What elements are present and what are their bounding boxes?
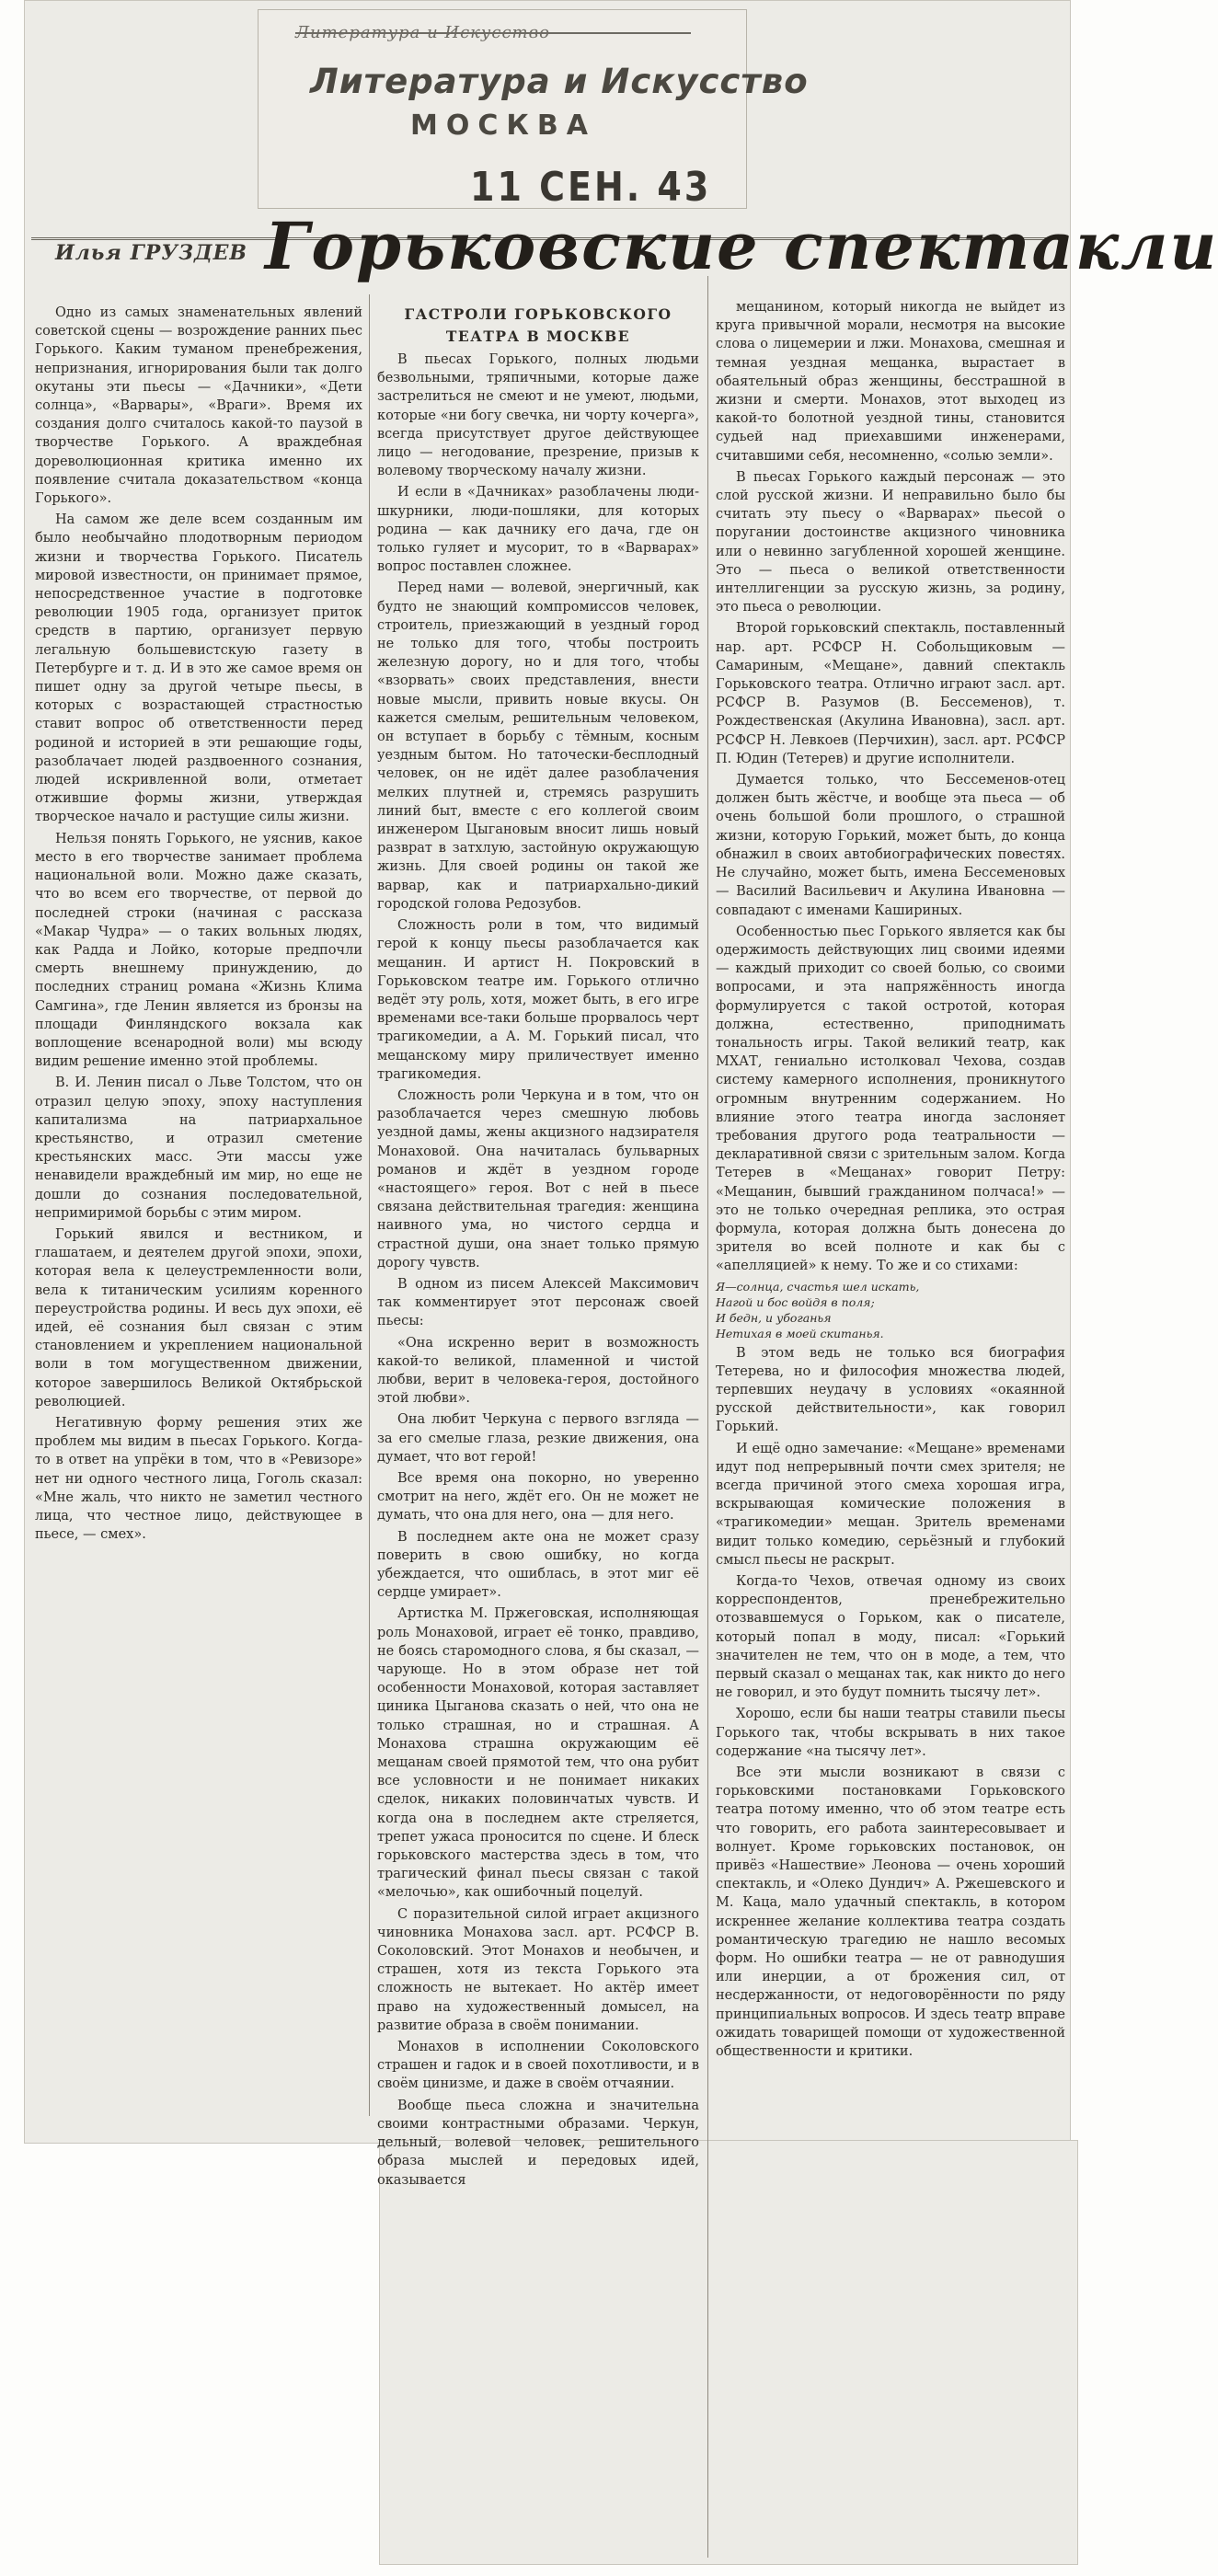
newspaper-stamp [258,9,809,211]
paragraph: Все время она покорно, но уверенно смотрит на него, ждёт его. Он не может не думать, что она для него, она — для него. [377,1470,699,1524]
paragraph: Негативную форму решения этих же проблем мы видим в пьесах Горького. Когда-то в ответ на упрёки в том, что в «Ревизоре» нет ни одного честного лица, Гоголь сказал: «Мне жаль, что никто не заметил честного лица, что честное лицо, действующее в пьесе, — смех». [35,1415,362,1543]
paragraph: В последнем акте она не может сразу поверить в свою ошибку, но когда убеждается, что ошиблась, в этот миг её сердце умирает». [377,1529,699,1601]
paragraph: Горький явился и вестником, и глашатаем, и деятелем другой эпохи, эпохи, которая вела к целеустремленности воли, вела к титаническим усилиям коренного переустройства родины. И весь дух эпохи, её идей, её сознания был связан с этим становлением и укреплением национальной воли в том могущественном движении, которое завершилось Великой Октябрьской революцией. [35,1226,362,1409]
struck-title: Литература и Искусство [295,23,691,43]
paragraph: мещанином, который никогда не выйдет из круга привычной морали, несмотря на высокие слова о лицемерии и лжи. Монахова, смешная и темная уездная мещанка, вырастает в обаятельный образ женщины, бесстрашной в жизни и смерти. Монахов, этот выходец из какой-то болотной уездной тины, становится судьей над приехавшими инженерами, считавшими себя, несомненно, «солью земли». [716,300,1065,464]
poem-line: И бедн, и убоганья [716,1310,832,1325]
column-middle [377,304,699,2192]
paragraph: Перед нами — волевой, энергичный, как будто не знающий компромиссов человек, строитель, приезжающий в уездный город не только для того, чтобы построить железную дорогу, но и для того, чтобы «взорвать» своих представления, внести новые мысли, привить новые вкусы. Он кажется смелым, решительным человеком, он вступает в борьбу с тёмным, косным уездным бытом. Но таточески-бесплодный человек, он не идёт далее разоблачения мелких плутней и, стремясь разрушить линий быт, вместе с его коллегой своим инженером Цыгановым вносит лишь новый разврат в затхлую, застойную окружающую жизнь. Для своей родины он такой же варвар, как и патриархально-дикий городской голова Редозубов. [377,581,699,912]
paragraph: «Она искренно верит в возможность какой-то великой, пламенной и чистой любви, верит в человека-героя, достойного этой любви». [377,1335,699,1407]
column-left [35,304,362,1547]
clipping-tail [379,2140,1078,2565]
paragraph: Хорошо, если бы наши театры ставили пьесы Горького так, чтобы вскрывать в них такое содержание «на тысячу лет». [716,1707,1065,1759]
masthead: Литература и Искусство [310,62,809,101]
paragraph: Сложность роли в том, что видимый герой к концу пьесы разоблачается как мещанин. И артист Н. Покровский в Горьковском театре им. Горького отлично ведёт эту роль, хотя, может быть, в его игре временами все-таки больше прорвалось черт трагикомедии, а А. М. Горький писал, что мещанскому миру приличествует именно трагикомедия. [377,918,699,1082]
byline: Илья ГРУЗДЕВ [55,241,247,265]
poem-line: Нагой и бос войдя в поля; [716,1294,875,1309]
paragraph: Когда-то Чехов, отвечая одному из своих корреспондентов, пренебрежительно отозвавшемуся о Горьком, как о писателе, который попал в моду, писал: «Горький значителен не тем, что он в моде, а тем, что первый сказал о мещанах так, как никто до него не говорил, и это будут помнить тысячу лет». [716,1574,1065,1701]
issue-date: 11 СЕН. 43 [470,163,712,211]
paragraph: И если в «Дачниках» разоблачены люди-шкурники, люди-пошляки, для которых родина — как дачнику его дача, где он только гуляет и мусорит, то в «Варварах» вопрос поставлен сложнее. [377,485,699,575]
masthead-city: МОСКВА [410,109,596,142]
paragraph: Вообще пьеса сложна и значительна своими контрастными образами. Черкун, дельный, волевой человек, решительного образа мыслей и передовых идей, оказывается [377,2098,699,2188]
paragraph: На самом же деле всем созданным им было необычайно плодотворным периодом жизни и творчества Горького. Писатель мировой известности, он принимает прямое, непосредственное участие в подготовке революции 1905 года, организует приток средств в партию, организует первую легальную большевистскую газету в Петербурге и т. д. И в это же самое время он пишет одну за другой четыре пьесы, в которых с возрастающей страстностью ставит вопрос об ответственности перед родиной и историей в эти решающие годы, разоблачает людей раздвоенного сознания, людей искривленной воли, отметает отжившие формы жизни, утверждая творческое начало и растущие силы жизни. [35,512,362,825]
paragraph: В. И. Ленин писал о Льве Толстом, что он отразил целую эпоху, эпоху наступления капитализма на патриархальное крестьянство, и отразил сметение крестьянских масс. Эти массы уже ненавидели враждебный им мир, но еще не дошли до сознания последовательной, непримиримой борьбы с этим миром. [35,1075,362,1221]
paragraph: Сложность роли Черкуна и в том, что он разоблачается через смешную любовь уездной дамы, жены акцизного надзирателя Монаховой. Она начиталась бульварных романов и ждёт в уездном городе «настоящего» героя. Вот с ней в пьесе связана действительная трагедия: женщина наивного ума, но чистого сердца и страстной души, она знает только прямую дорогу чувств. [377,1087,699,1271]
column-right [716,298,1065,2064]
paragraph: Особенностью пьес Горького является как бы одержимость действующих лиц своими идеями — каждый приходит со своей болью, со своими вопросами, и эта напряжённость иногда формулируется с такой остротой, которая должна, естественно, приподнимать тональность игры. Такой великий театр, как МХАТ, гениально истолковал Чехова, создав систему камерного исполнения, проникнутого огромным внутренним содержанием. Но влияние этого театра иногда заслоняет требования другого рода театральности — декларативной связи с зрительным залом. Когда Тетерев в «Мещанах» говорит Петру: «Мещанин, бывший гражданином полчаса!» — это не только очередная реплика, это острая формула, которая должна быть донесена до зрителя во всей полноте и как бы с «апелляцией» к нему. То же и со стихами: [716,924,1065,1274]
subheading: ГАСТРОЛИ ГОРЬКОВСКОГО ТЕАТРА В МОСКВЕ [404,305,672,345]
headline: Горьковские спектакли [265,208,1218,284]
paragraph: В пьесах Горького каждый персонаж — это слой русской жизни. И неправильно было бы считать эту пьесу о «Варварах» пьесой о поругании достоинстве акцизного чиновника или о невинно загубленной хорошей женщине. Это — пьеса о великой ответственности интеллигенции за русскую жизнь, за родину, это пьеса о революции. [716,469,1065,615]
paragraph: Все эти мысли возникают в связи с горьковскими постановками Горьковского театра потому именно, что об этом театре есть что говорить, его работа заинтересовывает и волнует. Кроме горьковских постановок, он привёз «Нашествие» Леонова — очень хороший спектакль, и «Олеко Дундич» А. Ржешевского и М. Каца, мало удачный спектакль, в котором искреннее желание коллектива театра создать романтическую трагедию не нашло весомых форм. Но ошибки театра — не от равнодушия или инерции, а от брожения сил, от несдержанности, от недоговорённости по ряду принципиальных вопросов. И здесь театр вправе ожидать товарищей помощи от художественной общественности и критики. [716,1765,1065,2060]
column-separator-2 [707,276,708,2558]
poem-line: Нетихая в моей скитанья. [716,1326,884,1340]
paragraph: В этом ведь не только вся биография Тетерева, но и философия множества людей, терпевших неудачу в условиях «окаянной русской действительности», как говорил Горький. [716,1345,1065,1435]
paragraph: Артистка М. Пржеговская, исполняющая роль Монаховой, играет её тонко, правдиво, не боясь старомодного слова, я бы сказал, — чарующе. Но в этом образе нет той особенности Монаховой, которая заставляет циника Цыганова сказать о ней, что она не только страшная, но и страшная. А Монахова страшна окружающим её мещанам своей прямотой тем, что она рубит все условности и не понимает никаких сделок, никаких половинчатых чувств. И когда она в последнем акте стреляется, трепет ужаса проносится по сцене. И блеск горьковского мастерства здесь в том, что трагический финал пьесы связан с такой «мелочью», как ошибочный поцелуй. [377,1606,699,1901]
paragraph: Одно из самых знаменательных явлений советской сцены — возрождение ранних пьес Горького. Каким туманом пренебрежения, непризнания, игнорирования были так долго окутаны эти пьесы — «Дачники», «Дети солнца», «Варвары», «Враги». Время их создания долго считалось какой-то паузой в творчестве Горького. А враждебная дореволюционная критика именно их появление считала доказательством «конца Горького». [35,305,362,507]
paragraph: С поразительной силой играет акцизного чиновника Монахова засл. арт. РСФСР В. Соколовский. Этот Монахов и необычен, и страшен, хотя из текста Горького эта сложность не вытекает. Но актёр имеет право на художественный домысел, на развитие образа в своём понимании. [377,1906,699,2033]
paragraph: И ещё одно замечание: «Мещане» временами идут под непрерывный почти смех зрителя; не всегда причиной этого смеха хорошая игра, вскрывающая комические положения в «трагикомедии» мещан. Зритель временами видит только комедию, серьёзный и глубокий смысл пьесы не раскрыт. [716,1441,1065,1568]
paragraph: Она любит Черкуна с первого взгляда — за его смелые глаза, резкие движения, она думает, что вот герой! [377,1412,699,1465]
paragraph: В пьесах Горького, полных людьми безвольными, тряпичными, которые даже застрелиться не смеют и не умеют, людьми, которые «ни богу свечка, ни чорту кочерга», всегда присутствует другое действующее лицо — негодование, презрение, призыв к волевому творческому началу жизни. [377,352,699,479]
paragraph: Нельзя понять Горького, не уяснив, какое место в его творчестве занимает проблема национальной воли. Можно даже сказать, что во всем его творчестве, от первой до последней строки (начиная с рассказа «Макар Чудра» — о таких вольных людях, как Радда и Лойко, которые предпочли смерть внешнему принуждению, до последних страниц романа «Жизнь Клима Самгина», где Ленин является из бронзы на площади Финляндского вокзала как воплощение всенародной воли) мы всюду видим решение именно этой проблемы. [35,831,362,1070]
poem-quote [716,1279,1065,1341]
paragraph: Монахов в исполнении Соколовского страшен и гадок и в своей похотливости, и в своём цинизме, и даже в своём отчаянии. [377,2040,699,2092]
paragraph: В одном из писем Алексей Максимович так комментирует этот персонаж своей пьесы: [377,1276,699,1329]
column-separator-1 [369,294,370,2116]
paragraph: Второй горьковский спектакль, поставленный нар. арт. РСФСР Н. Собольщиковым — Самариным, «Мещане», давний спектакль Горьковского театра. Отлично играют засл. арт. РСФСР В. Разумов (В. Бессеменов), т. Рождественская (Акулина Ивановна), засл. арт. РСФСР Н. Левкоев (Перчихин), засл. арт. РСФСР П. Юдин (Тетерев) и другие исполнители. [716,621,1065,766]
paragraph: Думается только, что Бессеменов-отец должен быть жёстче, и вообще эта пьеса — об очень большой боли прошлого, о страшной жизни, которую Горький, может быть, до конца обнажил в своих автобиографических повестях. Не случайно, может быть, имена Бессеменовых — Василий Васильевич и Акулина Ивановна — совпадают с именами Кашириных. [716,773,1065,918]
poem-line: Я—солнца, счастья шел искать, [716,1279,920,1294]
